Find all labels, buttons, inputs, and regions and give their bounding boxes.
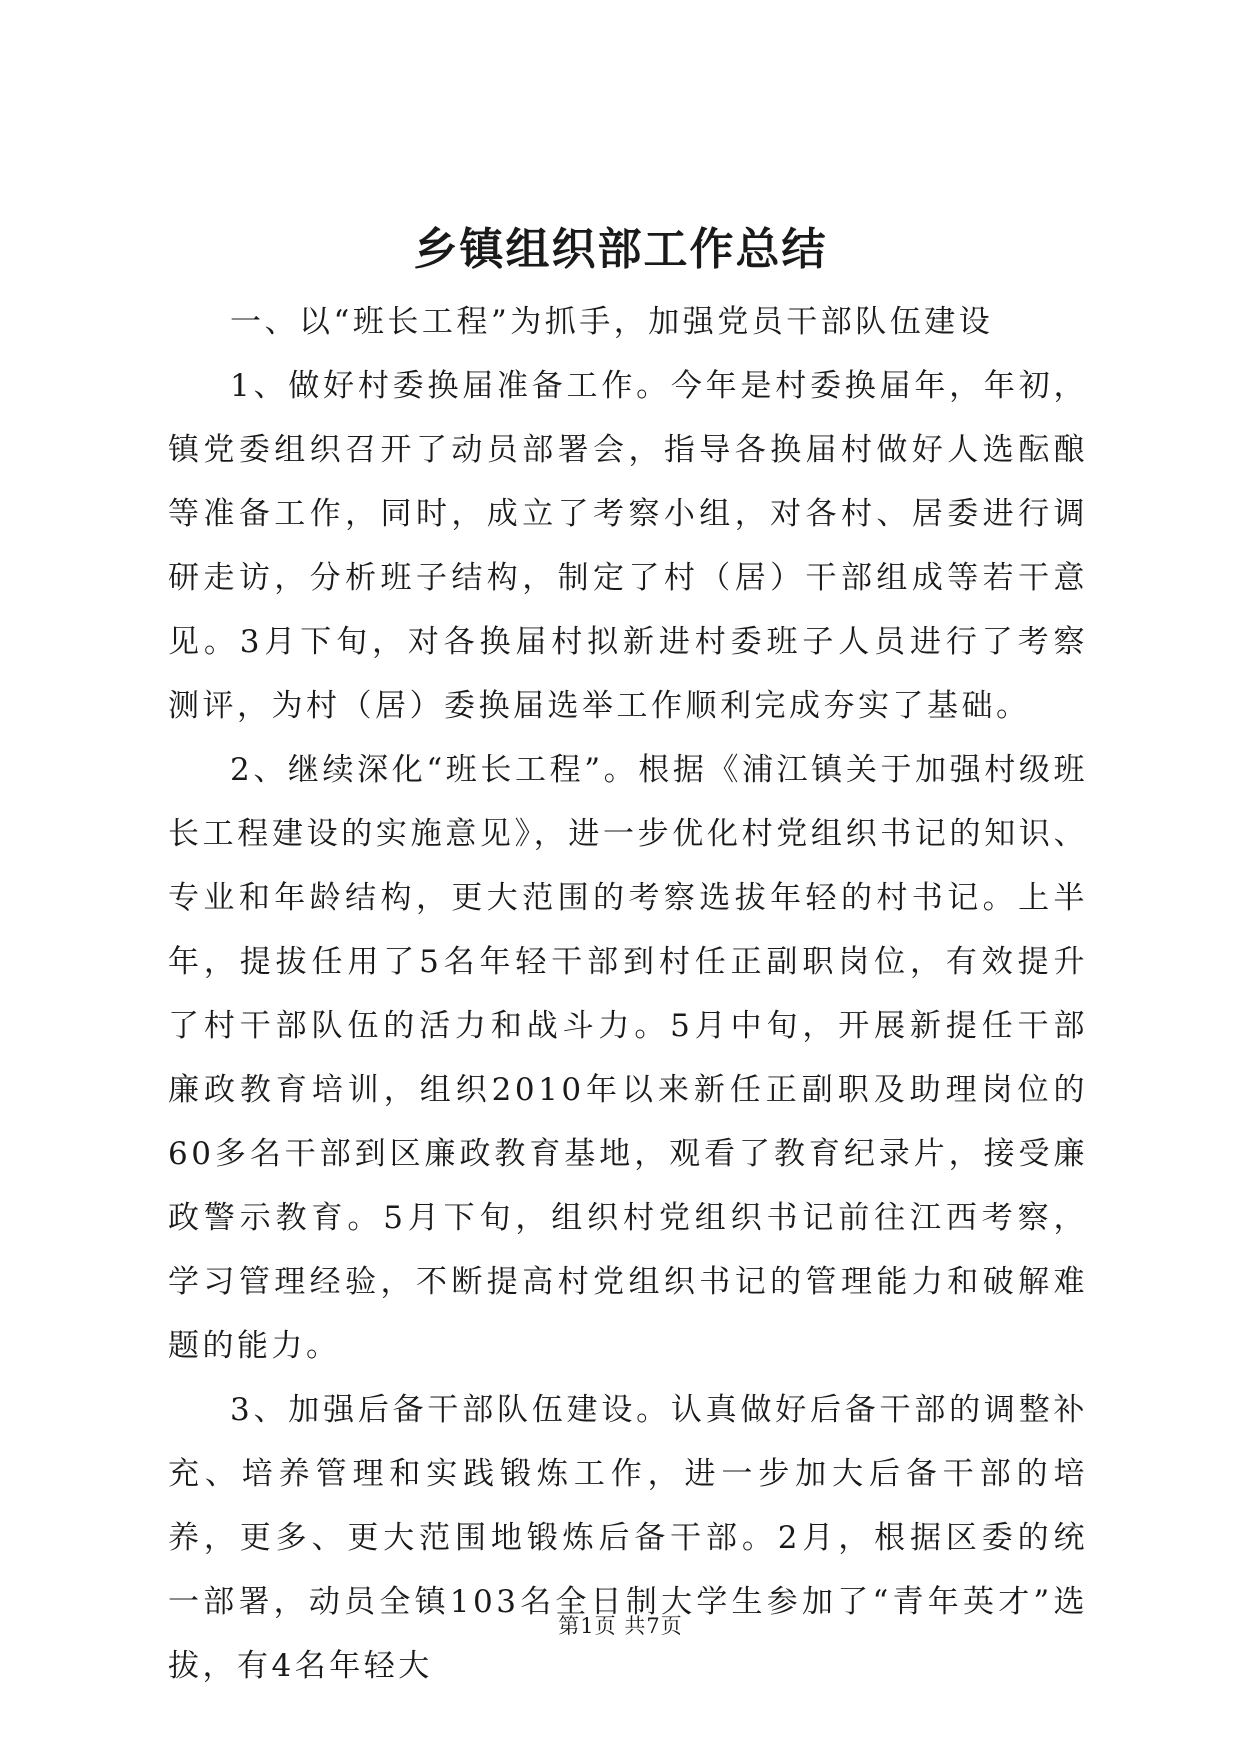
paragraph-1: 1、做好村委换届准备工作。今年是村委换届年，年初，镇党委组织召开了动员部署会，指导各换届村做好人选酝酿等准备工作，同时，成立了考察小组，对各村、居委进行调研走访，分析班子结构，制定了村（居）干部组成等若干意见。3月下旬，对各换届村拟新进村委班子人员进行了考察测评，为村（居）委换届选举工作顺利完成夯实了基础。 [168, 368, 1088, 724]
paragraph-3: 3、加强后备干部队伍建设。认真做好后备干部的调整补充、培养管理和实践锻炼工作，进一步加大后备干部的培养，更多、更大范围地锻炼后备干部。2月，根据区委的统一部署，动员全镇103名全日制大学生参加了“青年英才”选拔，有4名年轻大 [168, 1392, 1088, 1684]
document-body [168, 290, 1088, 1698]
document-title: 乡镇组织部工作总结 [413, 224, 828, 275]
page-number-footer: 第1页 共7页 [558, 1614, 683, 1638]
paragraph-2: 2、继续深化“班长工程”。根据《浦江镇关于加强村级班长工程建设的实施意见》，进一步优化村党组织书记的知识、专业和年龄结构，更大范围的考察选拔年轻的村书记。上半年，提拔任用了5名年轻干部到村任正副职岗位，有效提升了村干部队伍的活力和战斗力。5月中旬，开展新提任干部廉政教育培训，组织2010年以来新任正副职及助理岗位的60多名干部到区廉政教育基地，观看了教育纪录片，接受廉政警示教育。5月下旬，组织村党组织书记前往江西考察，学习管理经验，不断提高村党组织书记的管理能力和破解难题的能力。 [168, 752, 1088, 1364]
section-heading: 一、以“班长工程”为抓手，加强党员干部队伍建设 [230, 304, 994, 340]
